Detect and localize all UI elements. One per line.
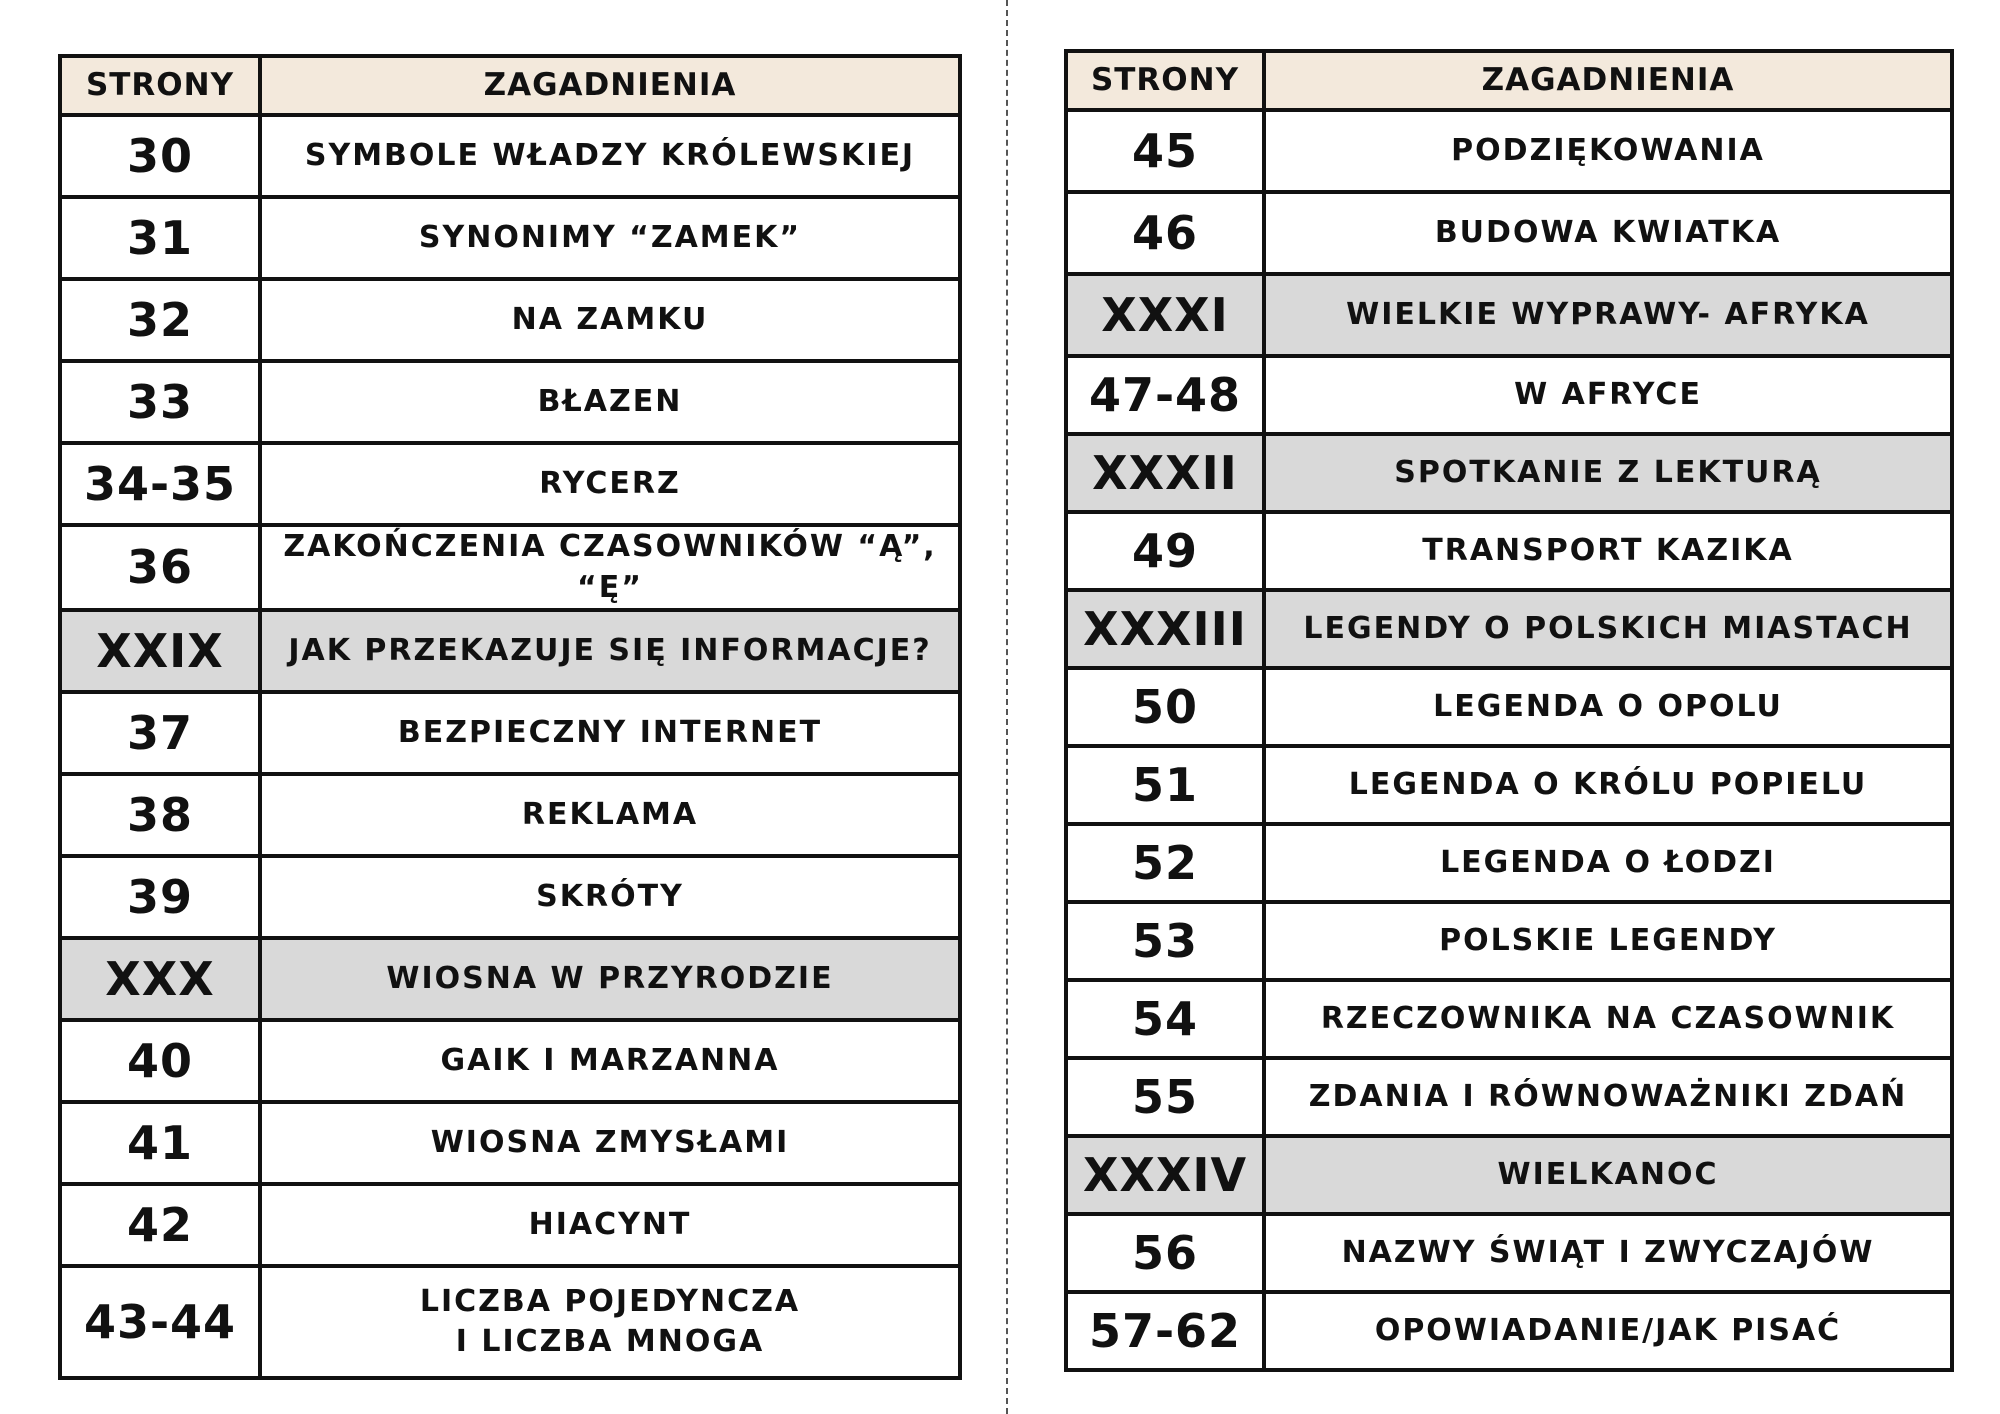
page-number: 47-48 xyxy=(1066,356,1264,434)
table-header-row xyxy=(60,56,960,115)
topic-cell: NA ZAMKU xyxy=(260,279,960,361)
page-number: 30 xyxy=(60,115,260,197)
table-row xyxy=(60,115,960,197)
unit-title: JAK PRZEKAZUJE SIĘ INFORMACJE? xyxy=(260,610,960,692)
page-number: 53 xyxy=(1066,902,1264,980)
table-row xyxy=(1066,356,1952,434)
topic-cell: BŁAZEN xyxy=(260,361,960,443)
page-number: 41 xyxy=(60,1102,260,1184)
table-row xyxy=(1066,110,1952,192)
table-row xyxy=(1066,1214,1952,1292)
table-row xyxy=(1066,980,1952,1058)
unit-title: LEGENDY O POLSKICH MIASTACH xyxy=(1264,590,1952,668)
unit-number: XXXI xyxy=(1066,274,1264,356)
table-row xyxy=(1066,1058,1952,1136)
table-row xyxy=(1066,192,1952,274)
page-number: 49 xyxy=(1066,512,1264,590)
page-number: 42 xyxy=(60,1184,260,1266)
topic-cell: ZAKOŃCZENIA CZASOWNIKÓW “Ą”, “Ę” xyxy=(260,525,960,610)
pages-column-header: STRONY xyxy=(1066,51,1264,110)
unit-row xyxy=(1066,274,1952,356)
page-number: 36 xyxy=(60,525,260,610)
page-number: 31 xyxy=(60,197,260,279)
unit-number: XXXII xyxy=(1066,434,1264,512)
table-row xyxy=(60,774,960,856)
unit-title: WIELKIE WYPRAWY- AFRYKA xyxy=(1264,274,1952,356)
topic-cell: OPOWIADANIE/JAK PISAĆ xyxy=(1264,1292,1952,1370)
topic-cell: LEGENDA O OPOLU xyxy=(1264,668,1952,746)
toc-rows-left xyxy=(60,115,960,1378)
pages-column-header: STRONY xyxy=(60,56,260,115)
topic-cell: PODZIĘKOWANIA xyxy=(1264,110,1952,192)
unit-title: WIELKANOC xyxy=(1264,1136,1952,1214)
table-row xyxy=(1066,746,1952,824)
toc-table-left xyxy=(58,54,962,1380)
page-number: 57-62 xyxy=(1066,1292,1264,1370)
page-number: 46 xyxy=(1066,192,1264,274)
table-row xyxy=(1066,902,1952,980)
table-row xyxy=(60,1184,960,1266)
page-divider xyxy=(1006,0,1008,1414)
topic-cell: SKRÓTY xyxy=(260,856,960,938)
table-row xyxy=(60,279,960,361)
unit-title: SPOTKANIE Z LEKTURĄ xyxy=(1264,434,1952,512)
page-number: 54 xyxy=(1066,980,1264,1058)
topic-cell: BUDOWA KWIATKA xyxy=(1264,192,1952,274)
table-row xyxy=(60,1020,960,1102)
table-row xyxy=(60,443,960,525)
topic-cell: SYNONIMY “ZAMEK” xyxy=(260,197,960,279)
unit-row xyxy=(1066,590,1952,668)
table-row xyxy=(60,361,960,443)
topic-cell: RZECZOWNIKA NA CZASOWNIK xyxy=(1264,980,1952,1058)
toc-table-right xyxy=(1064,49,1954,1372)
topic-cell: HIACYNT xyxy=(260,1184,960,1266)
unit-row xyxy=(1066,1136,1952,1214)
page-number: 56 xyxy=(1066,1214,1264,1292)
unit-row xyxy=(1066,434,1952,512)
topic-cell: REKLAMA xyxy=(260,774,960,856)
table-row xyxy=(60,856,960,938)
unit-title: WIOSNA W PRZYRODZIE xyxy=(260,938,960,1020)
topic-line: LICZBA POJEDYNCZA xyxy=(419,1283,801,1319)
topic-cell: BEZPIECZNY INTERNET xyxy=(260,692,960,774)
topic-cell: NAZWY ŚWIĄT I ZWYCZAJÓW xyxy=(1264,1214,1952,1292)
table-row xyxy=(1066,1292,1952,1370)
page-number: 55 xyxy=(1066,1058,1264,1136)
topic-cell: GAIK I MARZANNA xyxy=(260,1020,960,1102)
topic-cell: ZDANIA I RÓWNOWAŻNIKI ZDAŃ xyxy=(1264,1058,1952,1136)
page-number: 40 xyxy=(60,1020,260,1102)
unit-number: XXIX xyxy=(60,610,260,692)
page-number: 38 xyxy=(60,774,260,856)
topic-cell: TRANSPORT KAZIKA xyxy=(1264,512,1952,590)
topic-cell: POLSKIE LEGENDY xyxy=(1264,902,1952,980)
topic-cell xyxy=(260,1266,960,1378)
topics-column-header: ZAGADNIENIA xyxy=(1264,51,1952,110)
topics-column-header: ZAGADNIENIA xyxy=(260,56,960,115)
table-row xyxy=(60,1266,960,1378)
page-number: 51 xyxy=(1066,746,1264,824)
table-row xyxy=(60,1102,960,1184)
page-number: 32 xyxy=(60,279,260,361)
page-number: 52 xyxy=(1066,824,1264,902)
unit-row xyxy=(60,610,960,692)
topic-cell: SYMBOLE WŁADZY KRÓLEWSKIEJ xyxy=(260,115,960,197)
topic-cell: W AFRYCE xyxy=(1264,356,1952,434)
page-number: 37 xyxy=(60,692,260,774)
unit-row xyxy=(60,938,960,1020)
topic-cell: LEGENDA O ŁODZI xyxy=(1264,824,1952,902)
page-number: 39 xyxy=(60,856,260,938)
table-row xyxy=(1066,512,1952,590)
unit-number: XXX xyxy=(60,938,260,1020)
table-row xyxy=(60,525,960,610)
page-number: 34-35 xyxy=(60,443,260,525)
page-number: 43-44 xyxy=(60,1266,260,1378)
topic-line: I LICZBA MNOGA xyxy=(455,1324,765,1359)
table-header-row xyxy=(1066,51,1952,110)
toc-rows-right xyxy=(1066,110,1952,1370)
unit-number: XXXIII xyxy=(1066,590,1264,668)
table-row xyxy=(60,197,960,279)
page-number: 45 xyxy=(1066,110,1264,192)
topic-cell: WIOSNA ZMYSŁAMI xyxy=(260,1102,960,1184)
page-number: 33 xyxy=(60,361,260,443)
unit-number: XXXIV xyxy=(1066,1136,1264,1214)
table-row xyxy=(60,692,960,774)
topic-cell: LEGENDA O KRÓLU POPIELU xyxy=(1264,746,1952,824)
table-row xyxy=(1066,668,1952,746)
topic-cell: RYCERZ xyxy=(260,443,960,525)
table-row xyxy=(1066,824,1952,902)
page-number: 50 xyxy=(1066,668,1264,746)
